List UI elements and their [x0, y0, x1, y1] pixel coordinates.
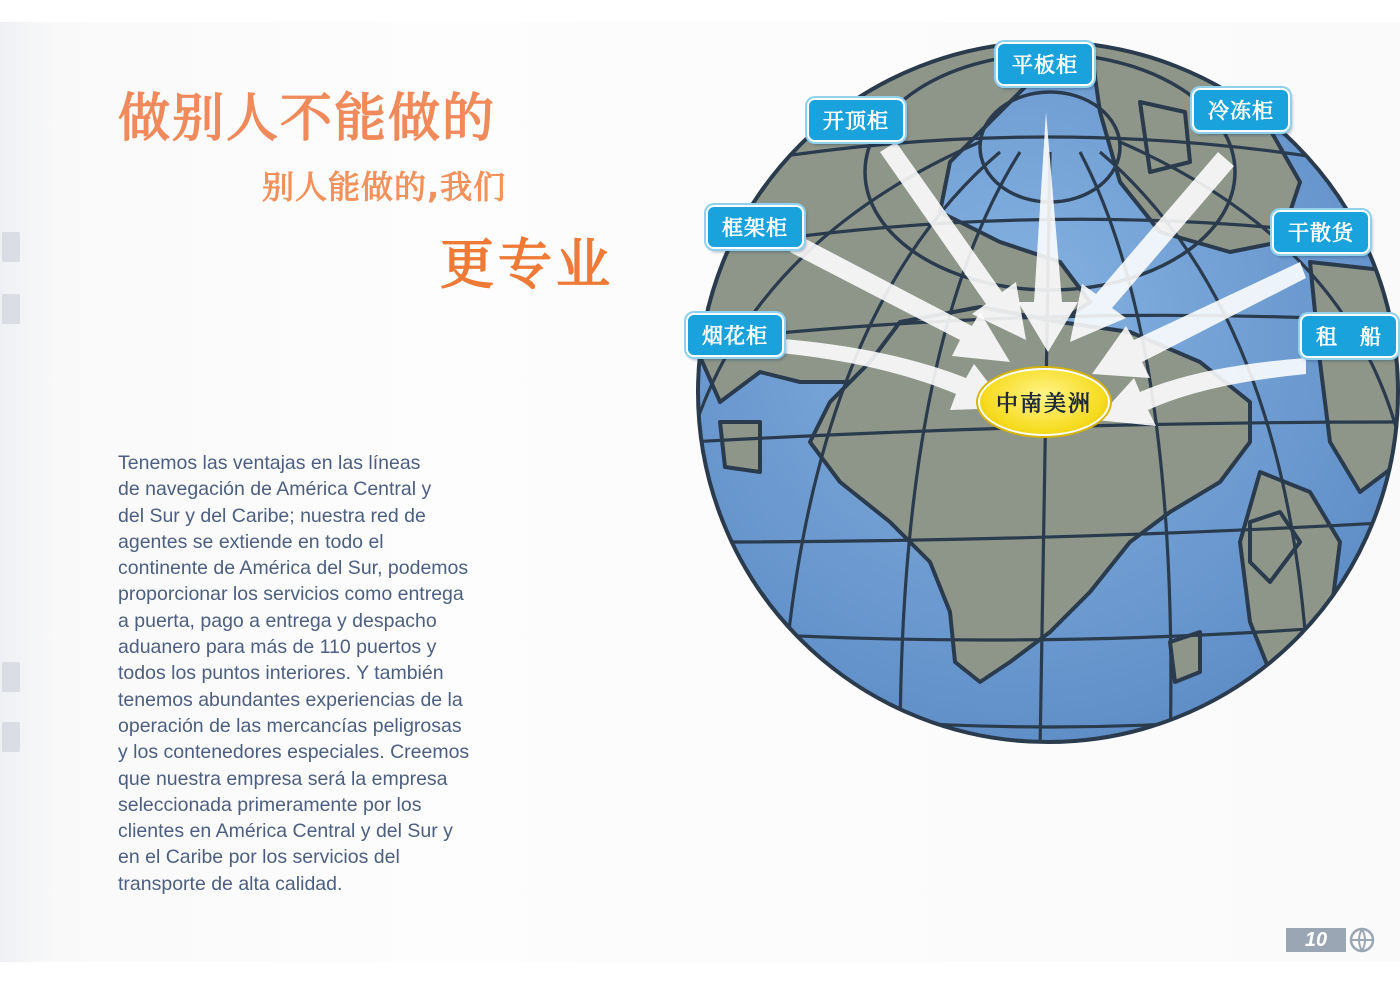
globe-illustration [0, 22, 1400, 962]
brochure-page [0, 22, 1400, 962]
headline-line-1: 做别人不能做的 [118, 89, 497, 149]
headline-line-3: 更专业 [440, 233, 614, 296]
tag-chartering: 租 船 [1300, 314, 1398, 358]
tag-flat-rack: 平板柜 [996, 42, 1094, 86]
tag-open-top: 开顶柜 [807, 98, 905, 142]
tag-dry-bulk: 干散货 [1272, 210, 1370, 254]
tag-fireworks: 烟花柜 [686, 313, 784, 357]
center-label-latin-america: 中南美洲 [978, 368, 1110, 436]
page-number: 10 [1286, 928, 1346, 952]
tag-frame: 框架柜 [706, 205, 804, 249]
company-logo-icon [1348, 926, 1378, 954]
company-description: Tenemos las ventajas en las líneas de navegación de América Central y del Sur y del Caribe; nuestra red de agentes se extiende en todo el continente de América del Sur, podemos proporcionar los servicios como entrega a puerta, pago a entrega y despacho aduanero para más de 110 puertos y todos los puntos interiores. Y también tenemos abundantes experiencias de la operación de las mercancías peligrosas y los contenedores especiales. Creemos que nuestra empresa será la empresa seleccionada primeramente por los clientes en América Central y del Sur y en el Caribe por los servicios del transporte de alta calidad. [118, 452, 470, 895]
tag-reefer: 冷冻柜 [1192, 88, 1290, 132]
headline-line-2: 别人能做的,我们 [262, 168, 507, 206]
